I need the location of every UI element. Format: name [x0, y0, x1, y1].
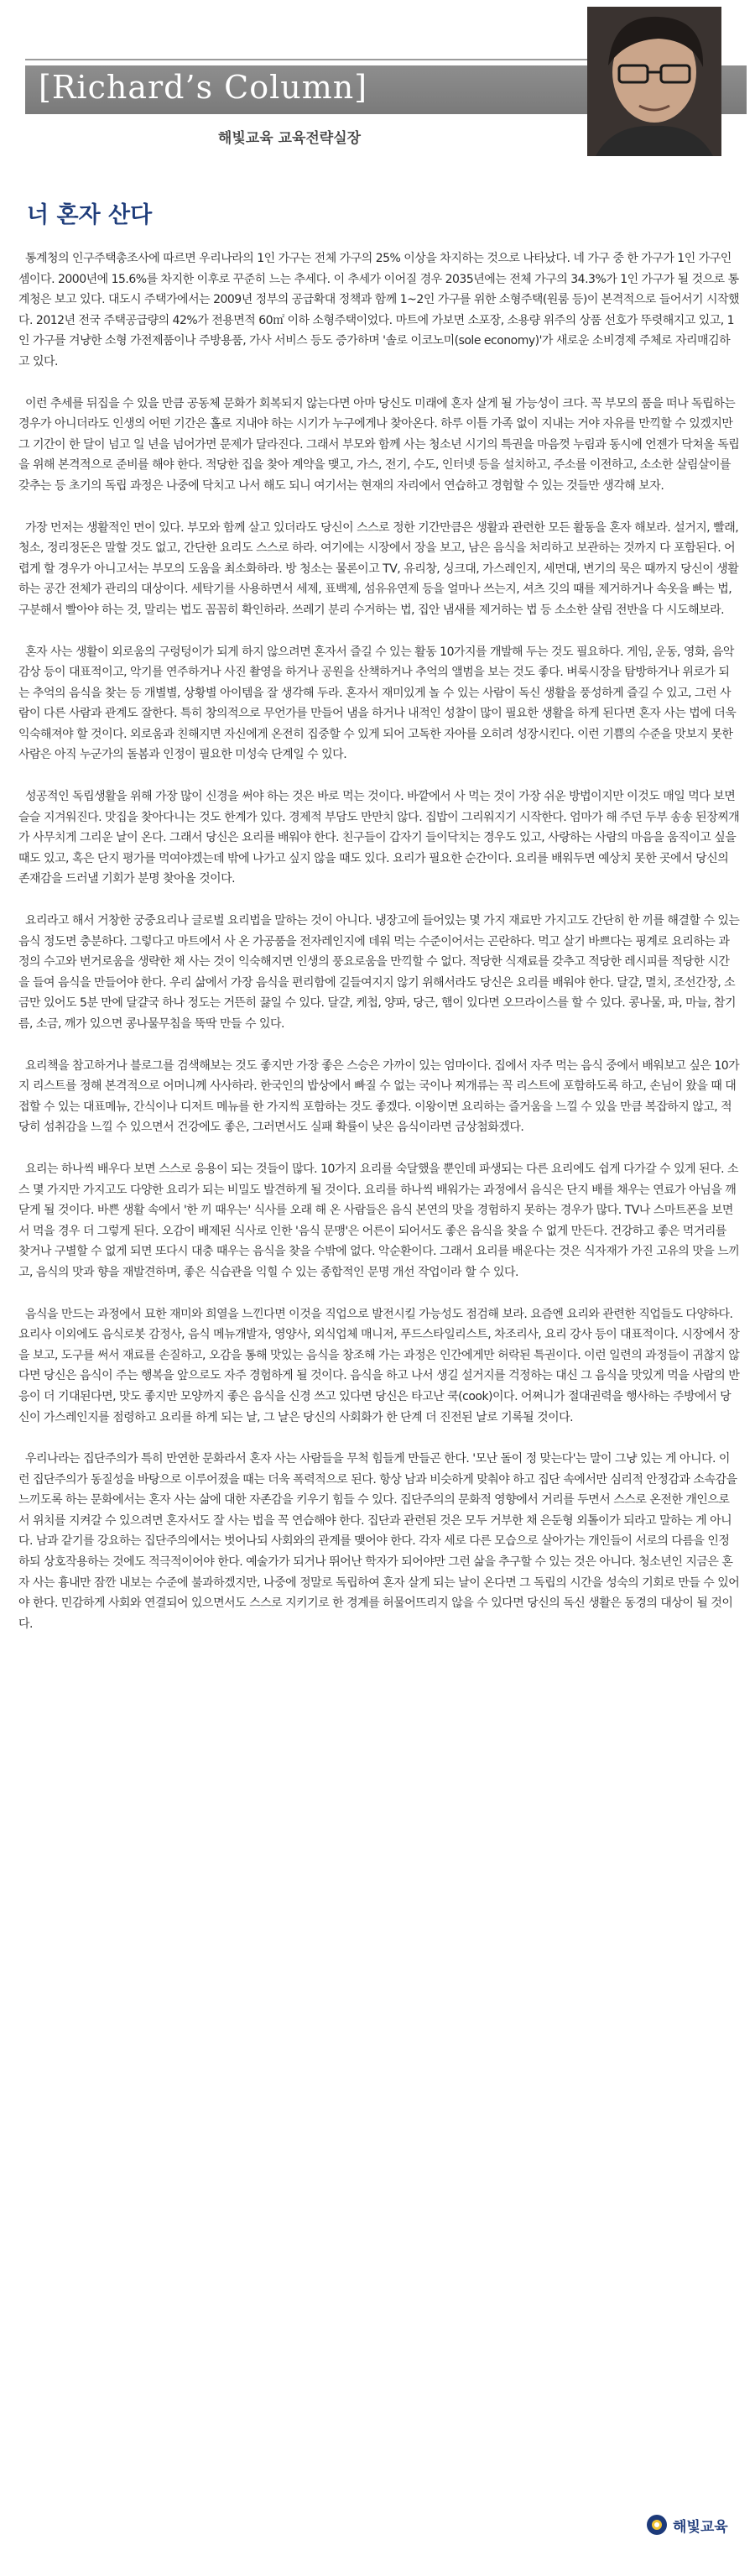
author-photo — [587, 7, 721, 156]
haebit-logo-icon — [646, 2514, 668, 2536]
paragraph: 음식을 만드는 과정에서 묘한 재미와 희열을 느낀다면 이것을 직업으로 발전시킬 가능성도 점검해 보라. 요즘엔 요리와 관련한 직업들도 다양하다. 요리사 이외에도 음식로봇 감정사, 음식 메뉴개발자, 영양사, 외식업체 매니저, 푸드스타일리스트, 차조리사, 요리 강사 등이 대표적이다. 시장에서 장을 보고, 도구를 써서 재료를 손질하고, 오감을 통해 맛있는 음식을 창조해 가는 과정은 인간에게만 허락된 특권이다. 이런 일련의 과정들이 귀찮지 않다면 당신은 음식이 주는 행복을 앞으로도 자주 경험하게 될 것이다. 음식을 하고 나서 생길 설거지를 걱정하는 대신 그 음식을 맛있게 먹을 사람의 반응이 더 기대된다면, 맛도 좋지만 모양까지 좋은 음식을 신경 쓰고 있다면 당신은 타고난 쿡(cook)이다. 어쩌니가 절대권력을 행사하는 주방에서 당신이 가스레인지를 점령하고 요리를 하게 되는 날, 그 날은 당신의 사회화가 한 단계 더 진전된 날로 기록될 것이다. — [18, 1307, 740, 1424]
article-body — [18, 248, 740, 1655]
paragraph: 우리나라는 집단주의가 특히 만연한 문화라서 혼자 사는 사람들을 무척 힘들게 만들곤 한다. '모난 돌이 정 맞는다'는 말이 그냥 있는 게 아니다. 이런 집단주의가 동질성을 바탕으로 이루어졌을 때는 더욱 폭력적으로 된다. 항상 남과 비슷하게 맞춰야 하고 집단 속에서만 심리적 안정감과 소속감을 느끼도록 하는 문화에서는 혼자 사는 삶에 대한 자존감을 키우기 힘들 수 있다. 집단주의의 문화적 영향에서 거리를 두면서 스스로 온전한 개인으로서 위치를 지켜갈 수 있으려면 혼자서도 잘 사는 법을 꼭 연습해야 한다. 집단과 관련된 것은 모두 거부한 채 은둔형 외톨이가 되라고 말하는 게 아니다. 남과 같기를 강요하는 집단주의에서는 벗어나되 사회와의 관계를 맺어야 한다. 각자 세로 다른 모습으로 살아가는 개인들이 서로의 다름을 인정하되 상호작용하는 것에도 적극적이어야 한다. 예술가가 되거나 뛰어난 학자가 되어야만 그런 삶을 추구할 수 있는 것은 아니다. 청소년인 지금은 혼자 사는 흉내만 잠깐 내보는 수준에 불과하겠지만, 나중에 정말로 독립하여 혼자 살게 되는 날이 온다면 그 독립의 시간을 성숙의 기회로 만들 수 있어야 한다. 민감하게 사회와 연결되어 있으면서도 스스로 지키기로 한 경계를 허물어뜨리지 않을 수 있다면 당신의 독신 생활은 동경의 대상이 될 것이다. — [18, 1452, 740, 1631]
paragraph: 통계청의 인구주택총조사에 따르면 우리나라의 1인 가구는 전체 가구의 25% 이상을 차지하는 것으로 나타났다. 네 가구 중 한 가구가 1인 가구인 셈이다. 2000년에 15.6%를 차지한 이후로 꾸준히 느는 추세다. 이 추세가 이어질 경우 2035년에는 전체 가구의 34.3%가 1인 가구가 될 것으로 통계청은 보고 있다. 대도시 주택가에서는 2009년 정부의 공급확대 정책과 함께 1~2인 가구를 위한 소형주택(원룸 등)이 본격적으로 들어서기 시작했다. 2012년 전국 주택공급량의 42%가 전용면적 60㎡ 이하 소형주택이었다. 마트에 가보면 소포장, 소용량 위주의 상품 선호가 뚜렷해지고 있고, 1인 가구를 겨냥한 소형 가전제품이나 주방용품, 가사 서비스 등도 증가하며 '솔로 이코노미(sole economy)'가 새로운 소비경제 주체로 자리매김하고 있다. — [18, 252, 740, 368]
paragraph: 혼자 사는 생활이 외로움의 구렁텅이가 되게 하지 않으려면 혼자서 즐길 수 있는 활동 10가지를 개발해 두는 것도 필요하다. 게임, 운동, 영화, 음악감상 등이 대표적이고, 악기를 연주하거나 사진 촬영을 하거나 공원을 산책하거나 추억의 앨범을 보는 것도 좋다. 벼룩시장을 탐방하거나 위로가 되는 추억의 음식을 찾는 등 개별별, 상황별 아이템을 잘 생각해 두라. 혼자서 재미있게 놀 수 있는 사람이 독신 생활을 풍성하게 즐길 수 있고, 그런 사람이 다른 사람과 관계도 잘한다. 특히 창의적으로 무언가를 만들어 냄을 하거나 내적인 성찰이 많이 필요한 생활을 하게 된다면 혼자 사는 법에 더욱 익숙해져야 할 것이다. 외로움과 친해지면 자신에게 온전히 집중할 수 있게 되어 고독한 자아를 오히려 성장시킨다. 이런 기쁨의 수준을 맛보지 못한 사람은 아직 누군가의 돌봄과 인정이 필요한 미성숙 단계일 수 있다. — [18, 645, 737, 762]
footer-logo — [646, 2511, 728, 2538]
paragraph: 가장 먼저는 생활적인 면이 있다. 부모와 함께 살고 있더라도 당신이 스스로 정한 기간만큼은 생활과 관련한 모든 활동을 혼자 해보라. 설거지, 빨래, 청소, 정리정돈은 말할 것도 없고, 간단한 요리도 스스로 하라. 여기에는 시장에서 장을 보고, 남은 음식을 처리하고 보관하는 것까지 다 포함된다. 어렵게 할 경우가 아니고서는 부모의 도움을 최소화하라. 방 청소는 물론이고 TV, 유리창, 싱크대, 가스레인지, 세면대, 변기의 묵은 때까지 당신이 생활하는 공간 전체가 관리의 대상이다. 세탁기를 사용하면서 세제, 표백제, 섬유유연제 등을 얼마나 쓰는지, 셔츠 깃의 때를 제거하거나 속옷을 빠는 법, 구분해서 빨아야 하는 것, 말리는 법도 꼼꼼히 확인하라. 쓰레기 분리 수거하는 법, 집안 냄새를 제거하는 법 등 소소한 살림 전반을 다 시도해보라. — [18, 520, 739, 617]
paragraph: 요리는 하나씩 배우다 보면 스스로 응용이 되는 것들이 많다. 10가지 요리를 숙달했을 뿐인데 파생되는 다른 요리에도 쉽게 다가갈 수 있게 된다. 소스 몇 가지만 가지고도 다양한 요리가 되는 비밀도 발견하게 될 것이다. 요리를 하나씩 배워가는 과정에서 음식은 단지 배를 채우는 연료가 아님을 깨닫게 될 것이다. 바쁜 생활 속에서 '한 끼 때우는' 식사를 오래 해 온 사람들은 음식 본연의 맛을 경험하지 못하는 경우가 많다. TV나 스마트폰을 보면서 먹을 경우 더 그렇게 된다. 오감이 배제된 식사로 인한 '음식 문맹'은 어른이 되어서도 좋은 음식을 찾을 수 없게 만든다. 건강하고 좋은 먹거리를 찾거나 구별할 수 없게 되면 또다시 대충 때우는 음식을 찾을 수밖에 없다. 악순환이다. 그래서 요리를 배운다는 것은 식자재가 가진 고유의 맛을 느끼고, 음식의 맛과 향을 재발견하며, 좋은 식습관을 익힐 수 있는 종합적인 문명 개선 작업이라 할 수 있다. — [18, 1162, 740, 1279]
paragraph: 요리라고 해서 거창한 궁중요리나 글로벌 요리법을 말하는 것이 아니다. 냉장고에 들어있는 몇 가지 재료만 가지고도 간단히 한 끼를 해결할 수 있는 음식 정도면 충분하다. 그렇다고 마트에서 사 온 가공품을 전자레인지에 데워 먹는 수준이어서는 곤란하다. 먹고 살기 바쁘다는 핑계로 요리하는 과정의 수고와 번거로움을 생략한 채 사는 것이 익숙해지면 인생의 풍요로움을 만끽할 수 없다. 적당한 식재료를 갖추고 적당한 레시피를 적당한 시간을 들여 음식을 만들어야 한다. 우리 삶에서 가장 음식을 편리함에 길들여지지 않기 위해서라도 당신은 요리를 배워야 한다. 달걀, 멸치, 조선간장, 소금만 있어도 5분 만에 달걀국 하나 정도는 거뜬히 끓일 수 있다. 달걀, 케첩, 양파, 당근, 햄이 있다면 오므라이스를 할 수 있다. 콩나물, 파, 마늘, 참기름, 소금, 깨가 있으면 콩나물무침을 뚝딱 만들 수 있다. — [18, 914, 740, 1031]
paragraph: 성공적인 독립생활을 위해 가장 많이 신경을 써야 하는 것은 바로 먹는 것이다. 바깥에서 사 먹는 것이 가장 쉬운 방법이지만 이것도 매일 먹다 보면 슬슬 지겨워진다. 맛집을 찾아다니는 것도 한계가 있다. 경제적 부담도 만만치 않다. 집밥이 그리워지기 시작한다. 엄마가 해 주던 두부 송송 된장찌개가 사무치게 그리운 날이 온다. 그래서 당신은 요리를 배워야 한다. 친구들이 갑자기 들이닥치는 경우도 있고, 사랑하는 사람의 마음을 움직이고 싶을 때도 있고, 혹은 단지 평가를 먹여야겠는데 밖에 나가고 싶지 않을 때도 있다. 요리가 필요한 순간이다. 요리를 배워두면 예상치 못한 곳에서 당신의 존재감을 드러낼 기회가 분명 찾아올 것이다. — [18, 790, 740, 886]
paragraph: 이런 추세를 뒤집을 수 있을 만큼 공동체 문화가 회복되지 않는다면 아마 당신도 미래에 혼자 살게 될 가능성이 크다. 꼭 부모의 품을 떠나 독립하는 경우가 아니더라도 인생의 어떤 기간은 홀로 지내야 하는 시기가 누구에게나 찾아온다. 하루 이틀 가족 없이 지내는 거야 자유를 만끽할 수 있겠지만 그 기간이 한 달이 넘고 일 년을 넘어가면 문제가 달라진다. 그래서 부모와 함께 사는 청소년 시기의 특권을 마음껏 누림과 동시에 언젠가 닥쳐올 독립을 위해 본격적으로 준비를 해야 한다. 적당한 집을 찾아 계약을 맺고, 가스, 전기, 수도, 인터넷 등을 설치하고, 주소를 이전하고, 소소한 살림살이를 갖추는 등 초기의 독립 과정은 나중에 닥치고 나서 해도 되니 여기서는 현재의 자리에서 연습하고 경험할 수 있는 것들만 생각해 보자. — [18, 396, 740, 493]
author-position: 해빛교육 교육전략실장 — [217, 130, 362, 147]
header-divider — [25, 59, 604, 60]
logo-text: 해빛교육 — [673, 2518, 728, 2536]
column-title: [Richard’s Column] — [39, 69, 368, 106]
paragraph: 요리책을 참고하거나 블로그를 검색해보는 것도 좋지만 가장 좋은 스승은 가까이 있는 엄마이다. 집에서 자주 먹는 음식 중에서 배워보고 싶은 10가지 리스트를 정해 본격적으로 어머니께 사사하라. 한국인의 밥상에서 빠질 수 없는 국이나 찌개류는 꼭 리스트에 포함하도록 하고, 손님이 왔을 때 대접할 수 있는 대표메뉴, 간식이나 디저트 메뉴를 한 가지씩 포함하는 것도 좋겠다. 이왕이면 요리하는 즐거움을 느낄 수 있을 만큼 복잡하지 않고, 적당히 섬취감을 느낄 수 있으면서 건강에도 좋은, 그러면서도 실패 확률이 낮은 음식이라면 금상첨화겠다. — [18, 1058, 740, 1135]
article-title: 너 혼자 산다 — [27, 202, 153, 228]
column-header — [0, 0, 755, 168]
